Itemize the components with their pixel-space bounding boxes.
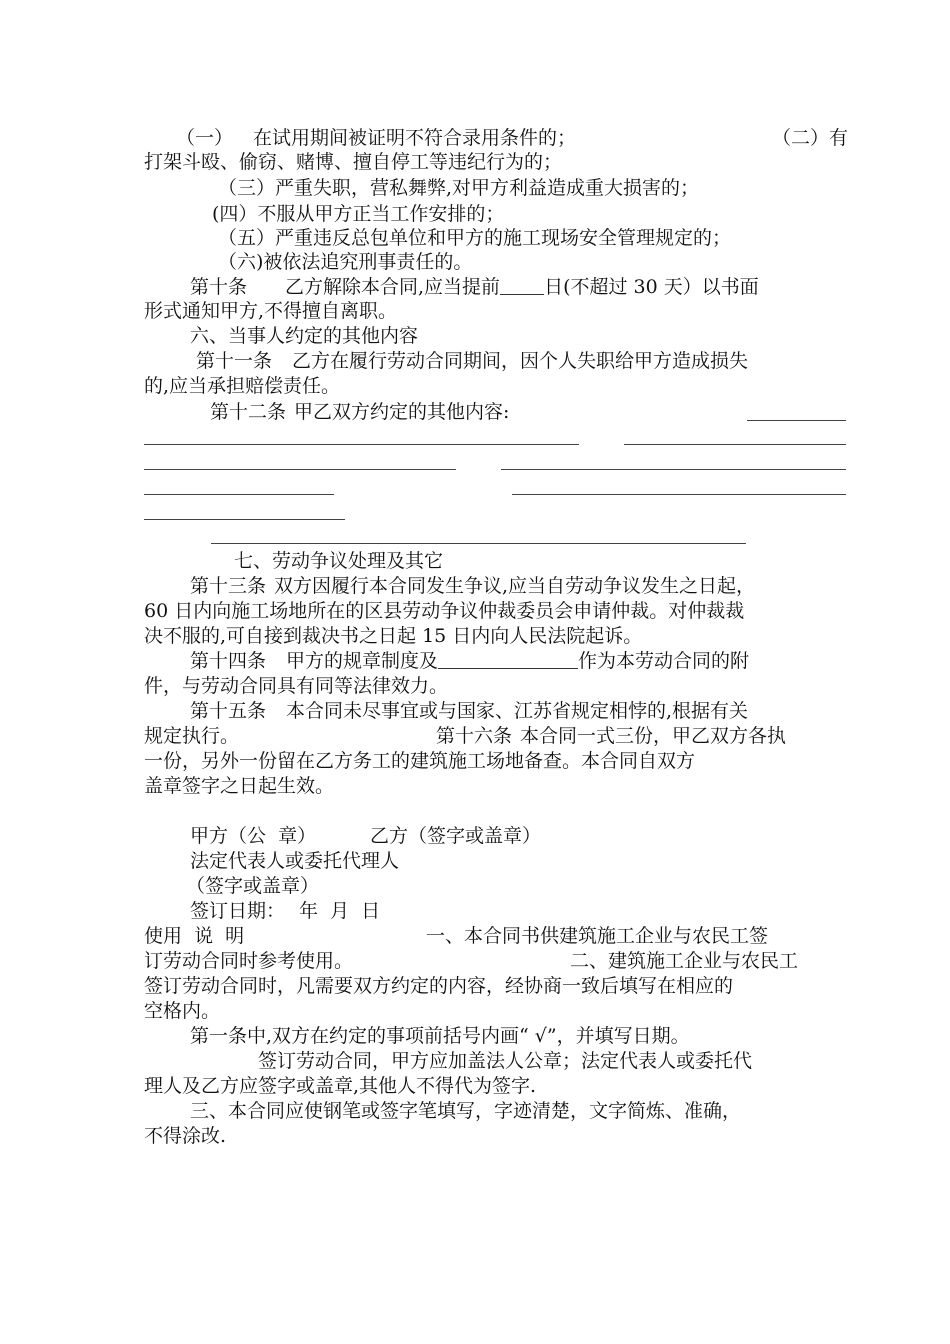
party-b-sign: 乙方（签字或盖章） — [370, 825, 542, 847]
instruction-2-line5: 签订劳动合同，甲方应加盖法人公章；法定代表人或委托代 — [258, 1050, 753, 1072]
clause-item-1: （一） 在试用期间被证明不符合录用条件的； — [176, 127, 577, 149]
representative-label: 法定代表人或委托代理人 — [190, 850, 400, 872]
article-15: 第十五条 本合同未尽事宜或与国家、江苏省规定相悖的,根据有关 — [190, 700, 749, 722]
blank-line[interactable] — [747, 420, 846, 421]
blank-line[interactable] — [144, 519, 345, 520]
instruction-1-cont: 订劳动合同时参考使用。 — [144, 950, 354, 972]
article-16-line2: 一份，另外一份留在乙方务工的建筑施工场地备查。本合同自双方 — [144, 750, 696, 772]
clause-item-3: （三）严重失职，营私舞弊,对甲方利益造成重大损害的； — [218, 177, 700, 199]
article-15-cont: 规定执行。 — [144, 725, 240, 747]
article-12: 第十二条 甲乙双方约定的其他内容: — [210, 401, 510, 423]
article-14-cont: 件，与劳动合同具有同等法律效力。 — [144, 675, 449, 697]
notice-days-blank[interactable] — [500, 276, 544, 295]
article-16-line3: 盖章签字之日起生效。 — [144, 775, 335, 797]
article-10: 第十条 乙方解除本合同,应当提前 日(不超过 30 天）以书面 — [190, 276, 759, 298]
article-14: 第十四条 甲方的规章制度及 作为本劳动合同的附 — [190, 650, 750, 672]
blank-line[interactable] — [501, 469, 846, 470]
instruction-2: 二、建筑施工企业与农民工 — [570, 950, 799, 972]
blank-line[interactable] — [144, 469, 456, 470]
blank-line[interactable] — [144, 444, 579, 445]
article-10-cont: 形式通知甲方,不得擅自离职。 — [144, 300, 398, 322]
section-7-title: 七、劳动争议处理及其它 — [234, 550, 444, 572]
clause-item-5: （五）严重违反总包单位和甲方的施工现场安全管理规定的； — [218, 227, 732, 249]
blank-line[interactable] — [512, 494, 846, 495]
blank-line[interactable] — [624, 444, 846, 445]
representative-sign: （签字或盖章） — [186, 875, 320, 897]
instruction-3: 三、本合同应使钢笔或签字笔填写，字迹清楚，文字简炼、准确， — [190, 1100, 742, 1122]
clause-item-4: (四）不服从甲方正当工作安排的； — [212, 203, 505, 225]
article-13: 第十三条 双方因履行本合同发生争议,应当自劳动争议发生之日起， — [190, 575, 756, 597]
article-16: 第十六条 本合同一式三份，甲乙双方各执 — [436, 725, 787, 747]
article-13-line3: 决不服的,可自接到裁决书之日起 15 日内向人民法院起诉。 — [144, 625, 643, 647]
article-13-line2: 60 日内向施工场地所在的区县劳动争议仲裁委员会申请仲裁。对仲裁裁 — [144, 600, 745, 622]
article-11: 第十一条 乙方在履行劳动合同期间，因个人失职给甲方造成损失 — [196, 350, 749, 372]
instruction-2-line3: 空格内。 — [144, 1000, 221, 1022]
clause-item-2-label: （二）有 — [772, 127, 849, 149]
instruction-2-line2: 签订劳动合同时，凡需要双方约定的内容，经协商一致后填写在相应的 — [144, 975, 734, 997]
clause-item-6: （六)被依法追究刑事责任的。 — [218, 251, 473, 273]
blank-line[interactable] — [144, 494, 334, 495]
instruction-3-cont: 不得涂改. — [144, 1125, 227, 1147]
rules-blank[interactable] — [438, 650, 578, 669]
blank-line[interactable] — [211, 543, 746, 544]
instruction-1: 一、本合同书供建筑施工企业与农民工签 — [426, 925, 769, 947]
article-11-cont: 的,应当承担赔偿责任。 — [144, 375, 341, 397]
instructions-title: 使用 说 明 — [144, 925, 245, 947]
section-6-title: 六、当事人约定的其他内容 — [190, 325, 419, 347]
instruction-2-line6: 理人及乙方应签字或盖章,其他人不得代为签字. — [144, 1075, 537, 1097]
instruction-2-line4: 第一条中,双方在约定的事项前括号内画“ √”，并填写日期。 — [190, 1025, 690, 1047]
party-a-seal: 甲方（公 章） — [190, 825, 317, 847]
sign-date: 签订日期： 年 月 日 — [190, 900, 381, 922]
clause-item-2-text: 打架斗殴、偷窃、赌博、擅自停工等违纪行为的； — [144, 151, 563, 173]
